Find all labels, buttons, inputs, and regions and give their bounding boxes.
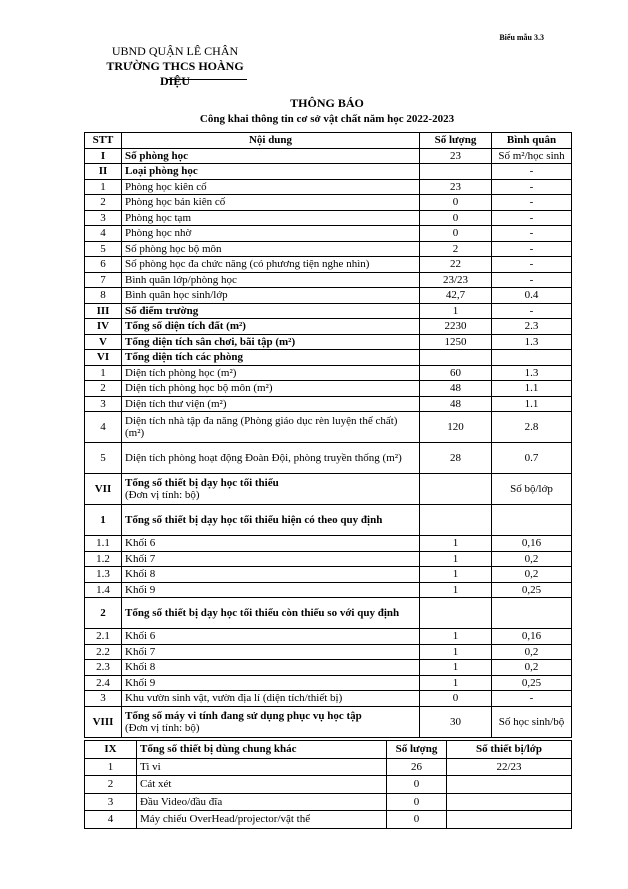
cell-stt: 2.3 xyxy=(85,660,122,676)
cell-content-text: Bình quân học sinh/lớp xyxy=(125,289,228,302)
cell-quantity: 26 xyxy=(387,758,447,776)
cell-stt: 2 xyxy=(85,381,122,397)
cell-content-text: Phòng học nhờ xyxy=(125,227,192,240)
table-row xyxy=(85,365,572,381)
cell-quantity: 1 xyxy=(420,536,492,552)
cell-content xyxy=(122,505,420,536)
cell-content xyxy=(122,567,420,583)
cell-stt: 1 xyxy=(85,505,122,536)
cell-stt: 3 xyxy=(85,691,122,707)
cell-content xyxy=(122,319,420,335)
cell-stt: 2 xyxy=(85,776,137,794)
org-underline xyxy=(167,79,247,80)
cell-content-text: Bình quân lớp/phòng học xyxy=(125,273,237,286)
table-row xyxy=(85,412,572,443)
header-stt: STT xyxy=(85,133,122,149)
table-row xyxy=(85,396,572,412)
cell-average: 0,2 xyxy=(492,660,572,676)
table-row xyxy=(85,776,572,794)
table-row xyxy=(85,505,572,536)
cell-stt: 1.2 xyxy=(85,551,122,567)
cell-per-class xyxy=(447,811,572,829)
cell-average: 1.1 xyxy=(492,381,572,397)
cell-per-class xyxy=(447,776,572,794)
table-row xyxy=(85,644,572,660)
cell-content-text: Loại phòng học xyxy=(125,165,198,178)
cell-content xyxy=(122,629,420,645)
header-quantity: Số lượng xyxy=(387,741,447,759)
cell-stt: 5 xyxy=(85,241,122,257)
cell-average xyxy=(492,505,572,536)
table-row xyxy=(85,164,572,180)
cell-average xyxy=(492,350,572,366)
table-row xyxy=(85,675,572,691)
cell-content xyxy=(122,195,420,211)
cell-content-text: Diện tích nhà tập đa năng (Phòng giáo dục rèn luyện thể chất) (m²) xyxy=(125,415,398,439)
cell-content-text: Số điểm trường xyxy=(125,304,199,317)
org-district: UBND QUẬN LÊ CHÂN xyxy=(111,44,239,58)
cell-content: Máy chiếu OverHead/projector/vật thể xyxy=(137,811,387,829)
cell-content: Ti vi xyxy=(137,758,387,776)
table-header-row xyxy=(85,133,572,149)
cell-quantity: 30 xyxy=(420,706,492,737)
cell-content-text: Số phòng học bộ môn xyxy=(125,242,222,255)
document-subtitle: Công khai thông tin cơ sở vật chất năm học 2022-2023 xyxy=(199,113,455,125)
cell-quantity xyxy=(420,350,492,366)
cell-content xyxy=(122,598,420,629)
cell-content: Cát xét xyxy=(137,776,387,794)
cell-quantity: 1 xyxy=(420,675,492,691)
cell-quantity: 0 xyxy=(387,793,447,811)
table-row xyxy=(85,474,572,505)
table-row xyxy=(85,257,572,273)
cell-content-text: Phòng học kiên cố xyxy=(125,180,207,193)
cell-quantity: 2230 xyxy=(420,319,492,335)
cell-quantity xyxy=(420,598,492,629)
cell-stt: IV xyxy=(85,319,122,335)
cell-content-text: Khối 6 xyxy=(125,537,156,550)
cell-stt: I xyxy=(85,148,122,164)
cell-stt: 1.4 xyxy=(85,582,122,598)
cell-quantity: 0 xyxy=(420,226,492,242)
cell-average: - xyxy=(492,303,572,319)
cell-quantity xyxy=(420,505,492,536)
cell-average: 0,16 xyxy=(492,629,572,645)
cell-quantity: 48 xyxy=(420,381,492,397)
cell-stt: 4 xyxy=(85,811,137,829)
cell-quantity: 0 xyxy=(387,811,447,829)
cell-average: 2.3 xyxy=(492,319,572,335)
cell-stt: 2 xyxy=(85,195,122,211)
cell-content-text: Số phòng học xyxy=(125,149,188,162)
cell-average: 2.8 xyxy=(492,412,572,443)
cell-average: 0,2 xyxy=(492,567,572,583)
table-row xyxy=(85,303,572,319)
cell-content xyxy=(122,474,420,505)
cell-content-text: Khối 7 xyxy=(125,552,156,565)
cell-average: 0,2 xyxy=(492,644,572,660)
table-row xyxy=(85,758,572,776)
cell-average: - xyxy=(492,257,572,273)
cell-content xyxy=(122,257,420,273)
cell-stt: VI xyxy=(85,350,122,366)
table-row xyxy=(85,706,572,737)
cell-quantity: 42,7 xyxy=(420,288,492,304)
cell-stt: 2.2 xyxy=(85,644,122,660)
cell-stt: 4 xyxy=(85,412,122,443)
cell-content-text: Khối 8 xyxy=(125,568,156,581)
cell-average: 0,16 xyxy=(492,536,572,552)
cell-content-text: Khối 7 xyxy=(125,645,156,658)
facilities-table xyxy=(84,132,572,738)
table-row xyxy=(85,226,572,242)
cell-content-text: Diện tích thư viện (m²) xyxy=(125,397,227,410)
cell-average: Số bộ/lớp xyxy=(492,474,572,505)
cell-quantity: 1 xyxy=(420,660,492,676)
cell-average: 1.3 xyxy=(492,365,572,381)
cell-content xyxy=(122,303,420,319)
cell-quantity: 23 xyxy=(420,179,492,195)
cell-stt: 3 xyxy=(85,793,137,811)
cell-content xyxy=(122,148,420,164)
cell-average: - xyxy=(492,210,572,226)
cell-quantity: 120 xyxy=(420,412,492,443)
cell-quantity: 1 xyxy=(420,582,492,598)
cell-content-text: Khối 9 xyxy=(125,676,156,689)
cell-content xyxy=(122,381,420,397)
table-header-row xyxy=(85,741,572,759)
table-row xyxy=(85,148,572,164)
cell-content xyxy=(122,691,420,707)
table-row xyxy=(85,443,572,474)
org-header xyxy=(100,44,250,89)
header-stt: IX xyxy=(85,741,137,759)
shared-equipment-table-body xyxy=(85,758,572,828)
cell-average: Số m²/học sinh xyxy=(492,148,572,164)
cell-content-text: Phòng học bán kiên cố xyxy=(125,196,226,209)
cell-quantity: 1 xyxy=(420,567,492,583)
cell-stt: 5 xyxy=(85,443,122,474)
cell-content: Đầu Video/đầu đĩa xyxy=(137,793,387,811)
form-code: Biểu mẫu 3.3 xyxy=(499,33,544,42)
cell-content xyxy=(122,551,420,567)
cell-content-unit: (Đơn vị tính: bộ) xyxy=(125,721,200,734)
cell-content xyxy=(122,675,420,691)
cell-stt: III xyxy=(85,303,122,319)
table-row xyxy=(85,551,572,567)
cell-content-text: Diện tích phòng học bộ môn (m²) xyxy=(125,382,273,395)
table-row xyxy=(85,334,572,350)
shared-equipment-table xyxy=(84,740,572,829)
cell-quantity: 1250 xyxy=(420,334,492,350)
cell-quantity: 48 xyxy=(420,396,492,412)
table-row xyxy=(85,210,572,226)
table-row xyxy=(85,691,572,707)
cell-content xyxy=(122,210,420,226)
cell-content xyxy=(122,706,420,737)
table-row xyxy=(85,241,572,257)
table-row xyxy=(85,319,572,335)
cell-content xyxy=(122,179,420,195)
cell-content-text: Tổng số diện tích đất (m²) xyxy=(125,320,246,333)
header-quantity: Số lượng xyxy=(420,133,492,149)
cell-content-text: Tổng số thiết bị dạy học tối thiểu còn thiếu so với quy định xyxy=(125,607,400,619)
cell-content-text: Khối 6 xyxy=(125,630,156,643)
cell-quantity: 0 xyxy=(420,210,492,226)
cell-content xyxy=(122,272,420,288)
cell-quantity: 1 xyxy=(420,551,492,567)
cell-content xyxy=(122,396,420,412)
cell-stt: 1.1 xyxy=(85,536,122,552)
cell-content-text: Diện tích phòng hoạt động Đoàn Đội, phòng truyền thống (m²) xyxy=(125,452,402,464)
cell-average: - xyxy=(492,164,572,180)
cell-stt: 1 xyxy=(85,758,137,776)
cell-content xyxy=(122,334,420,350)
table-row xyxy=(85,582,572,598)
cell-average: - xyxy=(492,179,572,195)
table-row xyxy=(85,660,572,676)
cell-stt: 4 xyxy=(85,226,122,242)
facilities-table-body xyxy=(85,148,572,737)
cell-average: - xyxy=(492,195,572,211)
cell-average xyxy=(492,598,572,629)
cell-average: 0,25 xyxy=(492,582,572,598)
cell-average: 0.4 xyxy=(492,288,572,304)
cell-average: 0,2 xyxy=(492,551,572,567)
cell-average: 0.7 xyxy=(492,443,572,474)
cell-content xyxy=(122,536,420,552)
table-row xyxy=(85,567,572,583)
cell-quantity: 0 xyxy=(420,195,492,211)
cell-content-text: Tổng diện tích các phòng xyxy=(125,351,243,364)
cell-content xyxy=(122,412,420,443)
cell-stt: 2.4 xyxy=(85,675,122,691)
cell-content-text: Tổng diện tích sân chơi, bãi tập (m²) xyxy=(125,335,296,348)
cell-stt: 2 xyxy=(85,598,122,629)
table-row xyxy=(85,811,572,829)
cell-content-text: Khu vườn sinh vật, vườn địa lí (diện tích/thiết bị) xyxy=(125,692,343,705)
cell-stt: 2.1 xyxy=(85,629,122,645)
cell-per-class: 22/23 xyxy=(447,758,572,776)
cell-stt: 7 xyxy=(85,272,122,288)
cell-average: 1.3 xyxy=(492,334,572,350)
cell-quantity: 0 xyxy=(387,776,447,794)
cell-content-text: Tổng số máy vi tính đang sử dụng phục vụ học tập xyxy=(125,709,362,722)
cell-average: - xyxy=(492,691,572,707)
cell-average: - xyxy=(492,272,572,288)
cell-stt: 6 xyxy=(85,257,122,273)
cell-quantity: 28 xyxy=(420,443,492,474)
cell-stt: 1 xyxy=(85,179,122,195)
cell-quantity: 1 xyxy=(420,303,492,319)
header-average: Bình quân xyxy=(492,133,572,149)
cell-quantity: 2 xyxy=(420,241,492,257)
table-row xyxy=(85,288,572,304)
cell-content xyxy=(122,164,420,180)
cell-content xyxy=(122,582,420,598)
cell-average: 0,25 xyxy=(492,675,572,691)
cell-content xyxy=(122,660,420,676)
cell-quantity: 23 xyxy=(420,148,492,164)
cell-quantity: 1 xyxy=(420,644,492,660)
cell-content-text: Phòng học tạm xyxy=(125,211,191,224)
cell-stt: 1 xyxy=(85,365,122,381)
cell-quantity: 1 xyxy=(420,629,492,645)
cell-average: 1.1 xyxy=(492,396,572,412)
table-row xyxy=(85,195,572,211)
cell-stt: II xyxy=(85,164,122,180)
header-content: Tổng số thiết bị dùng chung khác xyxy=(137,741,387,759)
cell-quantity: 60 xyxy=(420,365,492,381)
cell-content-text: Tổng số thiết bị dạy học tối thiểu hiện có theo quy định xyxy=(125,514,383,526)
cell-quantity: 0 xyxy=(420,691,492,707)
document-title: THÔNG BÁO xyxy=(290,96,364,110)
cell-content-text: Diện tích phòng học (m²) xyxy=(125,366,237,379)
header-per-class: Số thiết bị/lớp xyxy=(447,741,572,759)
cell-content-text: Khối 9 xyxy=(125,583,156,596)
table-row xyxy=(85,793,572,811)
cell-per-class xyxy=(447,793,572,811)
header-content: Nội dung xyxy=(122,133,420,149)
cell-content xyxy=(122,443,420,474)
table-row xyxy=(85,272,572,288)
cell-stt: 3 xyxy=(85,396,122,412)
cell-content-text: Khối 8 xyxy=(125,661,156,674)
cell-content-text: Số phòng học đa chức năng (có phương tiện nghe nhìn) xyxy=(125,258,370,271)
cell-content xyxy=(122,288,420,304)
cell-average: - xyxy=(492,241,572,257)
table-row xyxy=(85,598,572,629)
org-school: TRƯỜNG THCS HOÀNG DIỆU xyxy=(106,59,244,88)
cell-content xyxy=(122,241,420,257)
cell-average: Số học sinh/bộ xyxy=(492,706,572,737)
cell-stt: V xyxy=(85,334,122,350)
cell-quantity: 23/23 xyxy=(420,272,492,288)
cell-stt: 3 xyxy=(85,210,122,226)
cell-content xyxy=(122,644,420,660)
cell-average: - xyxy=(492,226,572,242)
cell-stt: 8 xyxy=(85,288,122,304)
cell-content-unit: (Đơn vị tính: bộ) xyxy=(125,489,200,501)
table-row xyxy=(85,179,572,195)
cell-quantity xyxy=(420,164,492,180)
table-row xyxy=(85,350,572,366)
table-row xyxy=(85,536,572,552)
cell-quantity xyxy=(420,474,492,505)
cell-content xyxy=(122,350,420,366)
cell-stt: VII xyxy=(85,474,122,505)
table-row xyxy=(85,381,572,397)
cell-content-text: Tổng số thiết bị dạy học tối thiểu xyxy=(125,477,279,489)
cell-content xyxy=(122,226,420,242)
table-row xyxy=(85,629,572,645)
cell-stt: VIII xyxy=(85,706,122,737)
cell-quantity: 22 xyxy=(420,257,492,273)
cell-content xyxy=(122,365,420,381)
cell-stt: 1.3 xyxy=(85,567,122,583)
